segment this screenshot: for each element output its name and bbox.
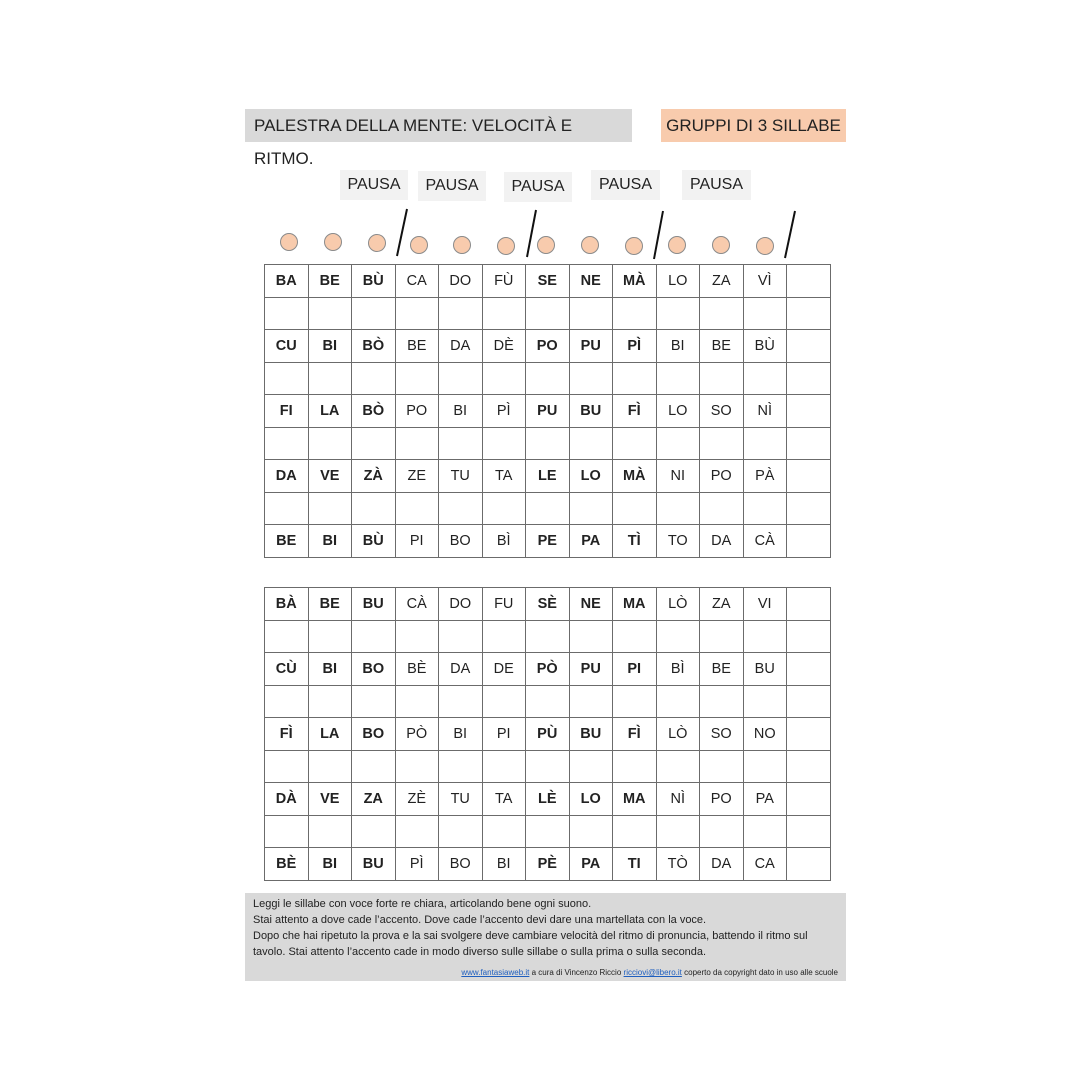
syllable-cell: LO	[569, 460, 613, 493]
syllable-cell: NÌ	[656, 783, 700, 816]
table-row	[265, 588, 831, 621]
site-link[interactable]: www.fantasiaweb.it	[461, 968, 530, 977]
syllable-cell: BÙ	[352, 525, 396, 558]
syllable-cell: TÌ	[613, 525, 657, 558]
syllable-cell: VI	[743, 588, 787, 621]
syllable-cell	[787, 395, 831, 428]
syllable-cell	[439, 750, 483, 783]
syllable-cell	[308, 297, 352, 330]
syllable-cell: SÈ	[526, 588, 570, 621]
syllable-cell: BE	[395, 330, 439, 363]
syllable-cell	[787, 427, 831, 460]
syllable-cell: CA	[395, 265, 439, 298]
syllable-cell	[265, 620, 309, 653]
syllable-cell	[352, 427, 396, 460]
syllable-cell: PA	[743, 783, 787, 816]
syllable-cell	[656, 362, 700, 395]
pause-slash	[397, 209, 407, 256]
syllable-table-1	[264, 264, 831, 558]
syllable-cell: TU	[439, 783, 483, 816]
syllable-cell	[526, 297, 570, 330]
syllable-cell: VÌ	[743, 265, 787, 298]
syllable-cell	[439, 685, 483, 718]
syllable-cell: ZÈ	[395, 783, 439, 816]
table-row	[265, 718, 831, 751]
syllable-cell	[787, 718, 831, 751]
syllable-cell	[743, 362, 787, 395]
syllable-cell: PÒ	[395, 718, 439, 751]
table-row	[265, 620, 831, 653]
syllable-cell	[265, 362, 309, 395]
syllable-cell: PI	[613, 653, 657, 686]
syllable-cell	[526, 427, 570, 460]
syllable-cell: SO	[700, 395, 744, 428]
syllable-cell: PÌ	[613, 330, 657, 363]
table-row	[265, 330, 831, 363]
pause-label: PAUSA	[340, 170, 408, 200]
group-label-badge: GRUPPI DI 3 SILLABE	[661, 109, 846, 142]
syllable-cell	[613, 685, 657, 718]
syllable-cell	[526, 685, 570, 718]
syllable-cell	[700, 492, 744, 525]
syllable-cell: CÀ	[395, 588, 439, 621]
email-link[interactable]: ricciovi@libero.it	[623, 968, 682, 977]
syllable-cell: DO	[439, 588, 483, 621]
syllable-cell	[787, 783, 831, 816]
syllable-cell	[482, 492, 526, 525]
syllable-table-2	[264, 587, 831, 881]
syllable-cell	[439, 427, 483, 460]
syllable-cell	[439, 815, 483, 848]
syllable-cell	[656, 685, 700, 718]
syllable-cell	[743, 427, 787, 460]
syllable-cell: PÙ	[526, 718, 570, 751]
syllable-cell	[526, 362, 570, 395]
syllable-cell	[700, 427, 744, 460]
syllable-cell: LÒ	[656, 718, 700, 751]
syllable-cell	[482, 750, 526, 783]
syllable-cell	[743, 815, 787, 848]
syllable-cell	[743, 750, 787, 783]
syllable-cell	[308, 492, 352, 525]
syllable-cell	[656, 492, 700, 525]
beat-circle-icon	[581, 236, 599, 254]
table-row	[265, 815, 831, 848]
syllable-cell	[787, 460, 831, 493]
syllable-cell	[482, 362, 526, 395]
table-row	[265, 848, 831, 881]
syllable-cell: NE	[569, 588, 613, 621]
syllable-cell	[265, 492, 309, 525]
syllable-cell: LO	[656, 265, 700, 298]
syllable-cell: PO	[700, 783, 744, 816]
syllable-cell: TA	[482, 783, 526, 816]
syllable-cell	[308, 362, 352, 395]
syllable-cell: MÀ	[613, 265, 657, 298]
syllable-cell: TI	[613, 848, 657, 881]
syllable-cell: BI	[308, 525, 352, 558]
syllable-cell: BI	[308, 653, 352, 686]
credits-footer	[461, 968, 838, 978]
syllable-cell: BA	[265, 265, 309, 298]
syllable-cell	[700, 750, 744, 783]
table-row	[265, 460, 831, 493]
syllable-cell: BÌ	[482, 525, 526, 558]
syllable-cell	[656, 297, 700, 330]
curator-text: a cura di Vincenzo Riccio	[531, 968, 622, 977]
syllable-cell: BÒ	[352, 395, 396, 428]
syllable-cell	[265, 750, 309, 783]
syllable-cell	[743, 685, 787, 718]
syllable-cell	[787, 653, 831, 686]
syllable-cell	[482, 685, 526, 718]
syllable-cell	[526, 815, 570, 848]
syllable-cell: TU	[439, 460, 483, 493]
syllable-cell	[700, 620, 744, 653]
syllable-cell: PO	[526, 330, 570, 363]
syllable-cell: NI	[656, 460, 700, 493]
syllable-cell: ZÀ	[352, 460, 396, 493]
syllable-cell: BI	[439, 395, 483, 428]
syllable-cell	[352, 492, 396, 525]
syllable-cell	[613, 620, 657, 653]
table-row	[265, 362, 831, 395]
syllable-cell	[613, 492, 657, 525]
syllable-cell	[439, 492, 483, 525]
syllable-cell: MA	[613, 588, 657, 621]
rights-text: coperto da copyright dato in uso alle scuole	[684, 968, 838, 977]
syllable-cell	[482, 620, 526, 653]
syllable-cell: BO	[439, 525, 483, 558]
syllable-cell	[308, 427, 352, 460]
syllable-cell: BU	[569, 395, 613, 428]
syllable-cell	[613, 427, 657, 460]
syllable-cell	[656, 815, 700, 848]
syllable-cell: BE	[700, 330, 744, 363]
syllable-cell	[787, 492, 831, 525]
syllable-cell: CÙ	[265, 653, 309, 686]
table-row	[265, 685, 831, 718]
syllable-cell: MA	[613, 783, 657, 816]
syllable-cell: VE	[308, 460, 352, 493]
syllable-cell	[787, 815, 831, 848]
syllable-cell	[352, 620, 396, 653]
syllable-cell	[569, 685, 613, 718]
syllable-cell	[308, 750, 352, 783]
beat-circle-icon	[280, 233, 298, 251]
pause-label: PAUSA	[504, 172, 572, 202]
syllable-cell	[526, 750, 570, 783]
syllable-cell: BI	[439, 718, 483, 751]
syllable-cell: BE	[308, 588, 352, 621]
syllable-cell: FÌ	[613, 395, 657, 428]
syllable-cell	[787, 525, 831, 558]
beat-circle-icon	[368, 234, 386, 252]
syllable-cell	[395, 297, 439, 330]
syllable-cell: ZA	[700, 588, 744, 621]
table-row	[265, 265, 831, 298]
syllable-cell	[395, 362, 439, 395]
syllable-cell: PU	[569, 653, 613, 686]
syllable-cell	[482, 815, 526, 848]
syllable-cell	[395, 815, 439, 848]
syllable-cell	[787, 848, 831, 881]
syllable-cell: PU	[526, 395, 570, 428]
syllable-cell: PA	[569, 848, 613, 881]
syllable-cell: BO	[439, 848, 483, 881]
syllable-cell: FI	[265, 395, 309, 428]
beat-circle-icon	[712, 236, 730, 254]
syllable-cell	[787, 265, 831, 298]
beat-circle-icon	[668, 236, 686, 254]
syllable-cell	[743, 297, 787, 330]
beat-circle-icon	[410, 236, 428, 254]
syllable-cell: LÒ	[656, 588, 700, 621]
syllable-cell	[439, 620, 483, 653]
pause-slash-marks	[0, 0, 1090, 300]
beat-circle-icon	[537, 236, 555, 254]
syllable-cell	[352, 750, 396, 783]
table-row	[265, 427, 831, 460]
syllable-cell	[656, 750, 700, 783]
beat-circle-icon	[453, 236, 471, 254]
instruction-line: Leggi le sillabe con voce forte re chiara, articolando bene ogni suono.	[253, 898, 592, 910]
beat-circle-icon	[756, 237, 774, 255]
page-title: PALESTRA DELLA MENTE: VELOCITÀ E RITMO.	[245, 109, 632, 142]
syllable-cell	[395, 685, 439, 718]
syllable-cell	[352, 297, 396, 330]
pause-slash	[654, 211, 663, 259]
syllable-cell: PO	[395, 395, 439, 428]
syllable-cell: BÒ	[352, 330, 396, 363]
pause-label: PAUSA	[682, 170, 751, 200]
syllable-cell	[569, 620, 613, 653]
syllable-cell	[265, 685, 309, 718]
syllable-cell	[569, 362, 613, 395]
beat-circle-icon	[625, 237, 643, 255]
syllable-cell	[439, 297, 483, 330]
syllable-cell	[787, 750, 831, 783]
syllable-cell: BU	[569, 718, 613, 751]
pause-slash	[785, 211, 795, 258]
syllable-cell: SE	[526, 265, 570, 298]
syllable-cell: TA	[482, 460, 526, 493]
syllable-cell: ZA	[700, 265, 744, 298]
syllable-cell	[787, 362, 831, 395]
syllable-cell: LA	[308, 395, 352, 428]
syllable-cell: BÈ	[265, 848, 309, 881]
table-row	[265, 395, 831, 428]
syllable-cell: LO	[656, 395, 700, 428]
syllable-cell	[613, 362, 657, 395]
syllable-cell: DE	[482, 653, 526, 686]
syllable-cell: NE	[569, 265, 613, 298]
syllable-cell	[787, 330, 831, 363]
syllable-cell	[700, 685, 744, 718]
syllable-cell: PÀ	[743, 460, 787, 493]
syllable-cell	[526, 492, 570, 525]
syllable-cell: VE	[308, 783, 352, 816]
syllable-cell	[526, 620, 570, 653]
syllable-cell	[569, 492, 613, 525]
beat-circle-icon	[497, 237, 515, 255]
syllable-cell: LA	[308, 718, 352, 751]
syllable-cell: BU	[352, 588, 396, 621]
syllable-cell: FÌ	[265, 718, 309, 751]
syllable-cell: DA	[700, 525, 744, 558]
syllable-cell	[569, 815, 613, 848]
syllable-cell: LÈ	[526, 783, 570, 816]
syllable-cell: BE	[265, 525, 309, 558]
table-row	[265, 653, 831, 686]
syllable-cell	[787, 620, 831, 653]
syllable-cell: BÙ	[743, 330, 787, 363]
syllable-cell: NÌ	[743, 395, 787, 428]
syllable-cell: DA	[265, 460, 309, 493]
syllable-cell: ZE	[395, 460, 439, 493]
syllable-cell: BU	[352, 848, 396, 881]
beat-circle-icon	[324, 233, 342, 251]
syllable-cell: PÌ	[482, 395, 526, 428]
table-row	[265, 492, 831, 525]
syllable-cell	[700, 297, 744, 330]
syllable-cell	[743, 620, 787, 653]
syllable-cell: DA	[439, 653, 483, 686]
syllable-cell: FÙ	[482, 265, 526, 298]
syllable-cell: CÀ	[743, 525, 787, 558]
syllable-cell	[613, 815, 657, 848]
syllable-cell: DA	[439, 330, 483, 363]
syllable-cell: LE	[526, 460, 570, 493]
syllable-cell	[265, 815, 309, 848]
syllable-cell: BE	[308, 265, 352, 298]
syllable-cell	[700, 362, 744, 395]
syllable-cell: DÀ	[265, 783, 309, 816]
syllable-cell	[265, 297, 309, 330]
syllable-cell: FÌ	[613, 718, 657, 751]
syllable-cell: BI	[308, 848, 352, 881]
syllable-cell	[439, 362, 483, 395]
syllable-cell: SO	[700, 718, 744, 751]
table-row	[265, 525, 831, 558]
instruction-line: Stai attento a dove cade l’accento. Dove cade l’accento devi dare una martellata con la voce.	[253, 914, 707, 926]
syllable-cell	[352, 815, 396, 848]
syllable-cell: PI	[395, 525, 439, 558]
instruction-line: Dopo che hai ripetuto la prova e la sai svolgere deve cambiare velocità del ritmo di pronuncia, battendo il ritmo sul tavolo. Stai attento l’accento cade in modo diverso sulle sillabe o sulla prima o sulla seconda.	[253, 930, 808, 958]
syllable-cell: BÌ	[656, 653, 700, 686]
syllable-cell: BU	[743, 653, 787, 686]
syllable-cell: ZA	[352, 783, 396, 816]
syllable-cell: PÈ	[526, 848, 570, 881]
syllable-cell: PE	[526, 525, 570, 558]
syllable-cell	[265, 427, 309, 460]
syllable-cell: PU	[569, 330, 613, 363]
syllable-cell	[352, 362, 396, 395]
syllable-cell: BO	[352, 653, 396, 686]
syllable-cell: BÈ	[395, 653, 439, 686]
syllable-cell: PÌ	[395, 848, 439, 881]
table-row	[265, 297, 831, 330]
syllable-cell	[308, 685, 352, 718]
syllable-cell: BÀ	[265, 588, 309, 621]
syllable-cell: MÀ	[613, 460, 657, 493]
pause-slash	[527, 210, 536, 257]
syllable-cell	[787, 685, 831, 718]
syllable-cell: BI	[308, 330, 352, 363]
syllable-cell: PI	[482, 718, 526, 751]
table-row	[265, 783, 831, 816]
syllable-cell	[613, 750, 657, 783]
syllable-cell: PA	[569, 525, 613, 558]
syllable-cell	[569, 297, 613, 330]
syllable-cell: BI	[482, 848, 526, 881]
syllable-cell	[787, 588, 831, 621]
syllable-cell	[569, 427, 613, 460]
syllable-cell	[743, 492, 787, 525]
syllable-cell	[395, 750, 439, 783]
syllable-cell	[787, 297, 831, 330]
syllable-cell: CA	[743, 848, 787, 881]
syllable-cell: CU	[265, 330, 309, 363]
syllable-cell	[395, 620, 439, 653]
syllable-cell: BE	[700, 653, 744, 686]
syllable-cell: BO	[352, 718, 396, 751]
pause-label: PAUSA	[418, 171, 486, 201]
syllable-cell: PÒ	[526, 653, 570, 686]
syllable-cell: BÙ	[352, 265, 396, 298]
syllable-cell: DA	[700, 848, 744, 881]
syllable-cell	[482, 427, 526, 460]
syllable-cell	[656, 427, 700, 460]
syllable-cell: TÒ	[656, 848, 700, 881]
syllable-cell	[395, 492, 439, 525]
syllable-cell: NO	[743, 718, 787, 751]
syllable-cell	[613, 297, 657, 330]
syllable-cell: DO	[439, 265, 483, 298]
syllable-cell: LO	[569, 783, 613, 816]
syllable-cell	[308, 620, 352, 653]
syllable-cell: FU	[482, 588, 526, 621]
table-row	[265, 750, 831, 783]
instructions-box	[245, 893, 846, 981]
syllable-cell	[482, 297, 526, 330]
syllable-cell	[352, 685, 396, 718]
syllable-cell	[569, 750, 613, 783]
syllable-cell: BI	[656, 330, 700, 363]
syllable-cell: TO	[656, 525, 700, 558]
syllable-cell: DÈ	[482, 330, 526, 363]
syllable-cell	[700, 815, 744, 848]
syllable-cell	[308, 815, 352, 848]
syllable-cell	[656, 620, 700, 653]
pause-label: PAUSA	[591, 170, 660, 200]
syllable-cell: PO	[700, 460, 744, 493]
syllable-cell	[395, 427, 439, 460]
